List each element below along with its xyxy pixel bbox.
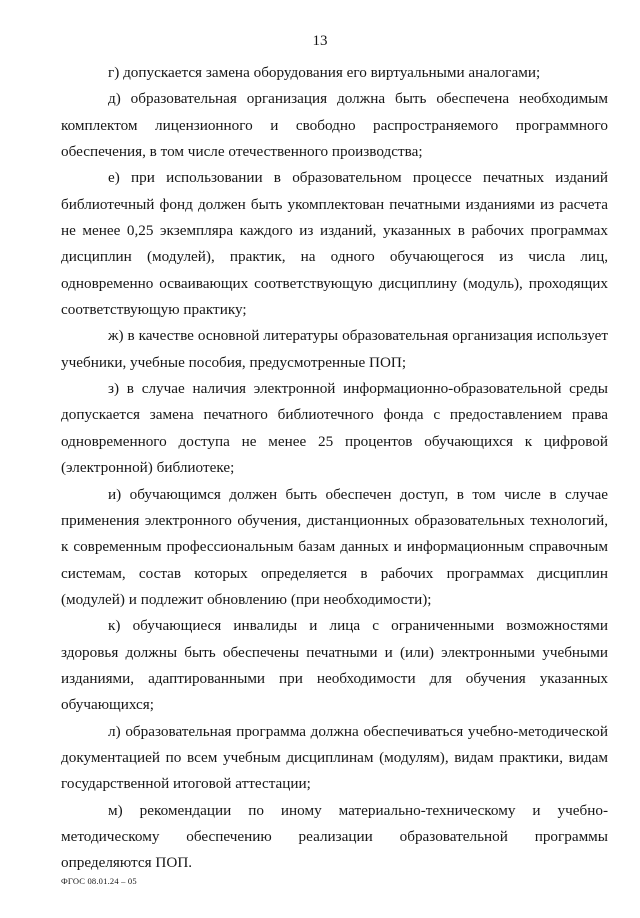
- paragraph-item-k: к) обучающиеся инвалиды и лица с ограниченными возможностями здоровья должны быть обеспечены печатными и (или) электронными учебными изданиями, адаптированными при необходимости для обучения указанных обучающихся;: [61, 617, 608, 714]
- paragraph-item-d: д) образовательная организация должна быть обеспечена необходимым комплектом лицензионного и свободно распространяемого программного обеспечения, в том числе отечественного производства;: [61, 90, 608, 161]
- paragraph-item-zh: ж) в качестве основной литературы образовательная организация использует учебники, учебные пособия, предусмотренные ПОП;: [61, 327, 608, 371]
- document-code-footer: ФГОС 08.01.24 – 05: [61, 876, 137, 886]
- paragraph-item-e: е) при использовании в образовательном процессе печатных изданий библиотечный фонд должен быть укомплектован печатными изданиями из расчета не менее 0,25 экземпляра каждого из изданий, указанных в рабочих программах дисциплин (модулей), практик, на одного обучающегося из числа лиц, одновременно осваивающих соответствующую дисциплину (модуль), проходящих соответствующую практику;: [61, 169, 608, 319]
- paragraph-item-g: г) допускается замена оборудования его виртуальными аналогами;: [108, 64, 541, 81]
- paragraph-item-z: з) в случае наличия электронной информационно-образовательной среды допускается замена печатного библиотечного фонда с предоставлением права одновременного доступа не менее 25 процентов обучающихся к цифровой (электронной) библиотеке;: [61, 380, 608, 477]
- paragraph-item-i: и) обучающимся должен быть обеспечен доступ, в том числе в случае применения электронного обучения, дистанционных образовательных технологий, к современным профессиональным базам данных и информационным справочным системам, состав которых определяется в рабочих программах дисциплин (модулей) и подлежит обновлению (при необходимости);: [61, 485, 608, 608]
- document-body: [61, 60, 608, 877]
- paragraph-item-m: м) рекомендации по иному материально-техническому и учебно-методическому обеспечению реализации образовательной программы определяются ПОП.: [61, 801, 608, 872]
- paragraph-item-l: л) образовательная программа должна обеспечиваться учебно-методической документацией по всем учебным дисциплинам (модулям), видам практики, видам государственной итоговой аттестации;: [61, 722, 608, 793]
- page-number: 13: [312, 33, 328, 49]
